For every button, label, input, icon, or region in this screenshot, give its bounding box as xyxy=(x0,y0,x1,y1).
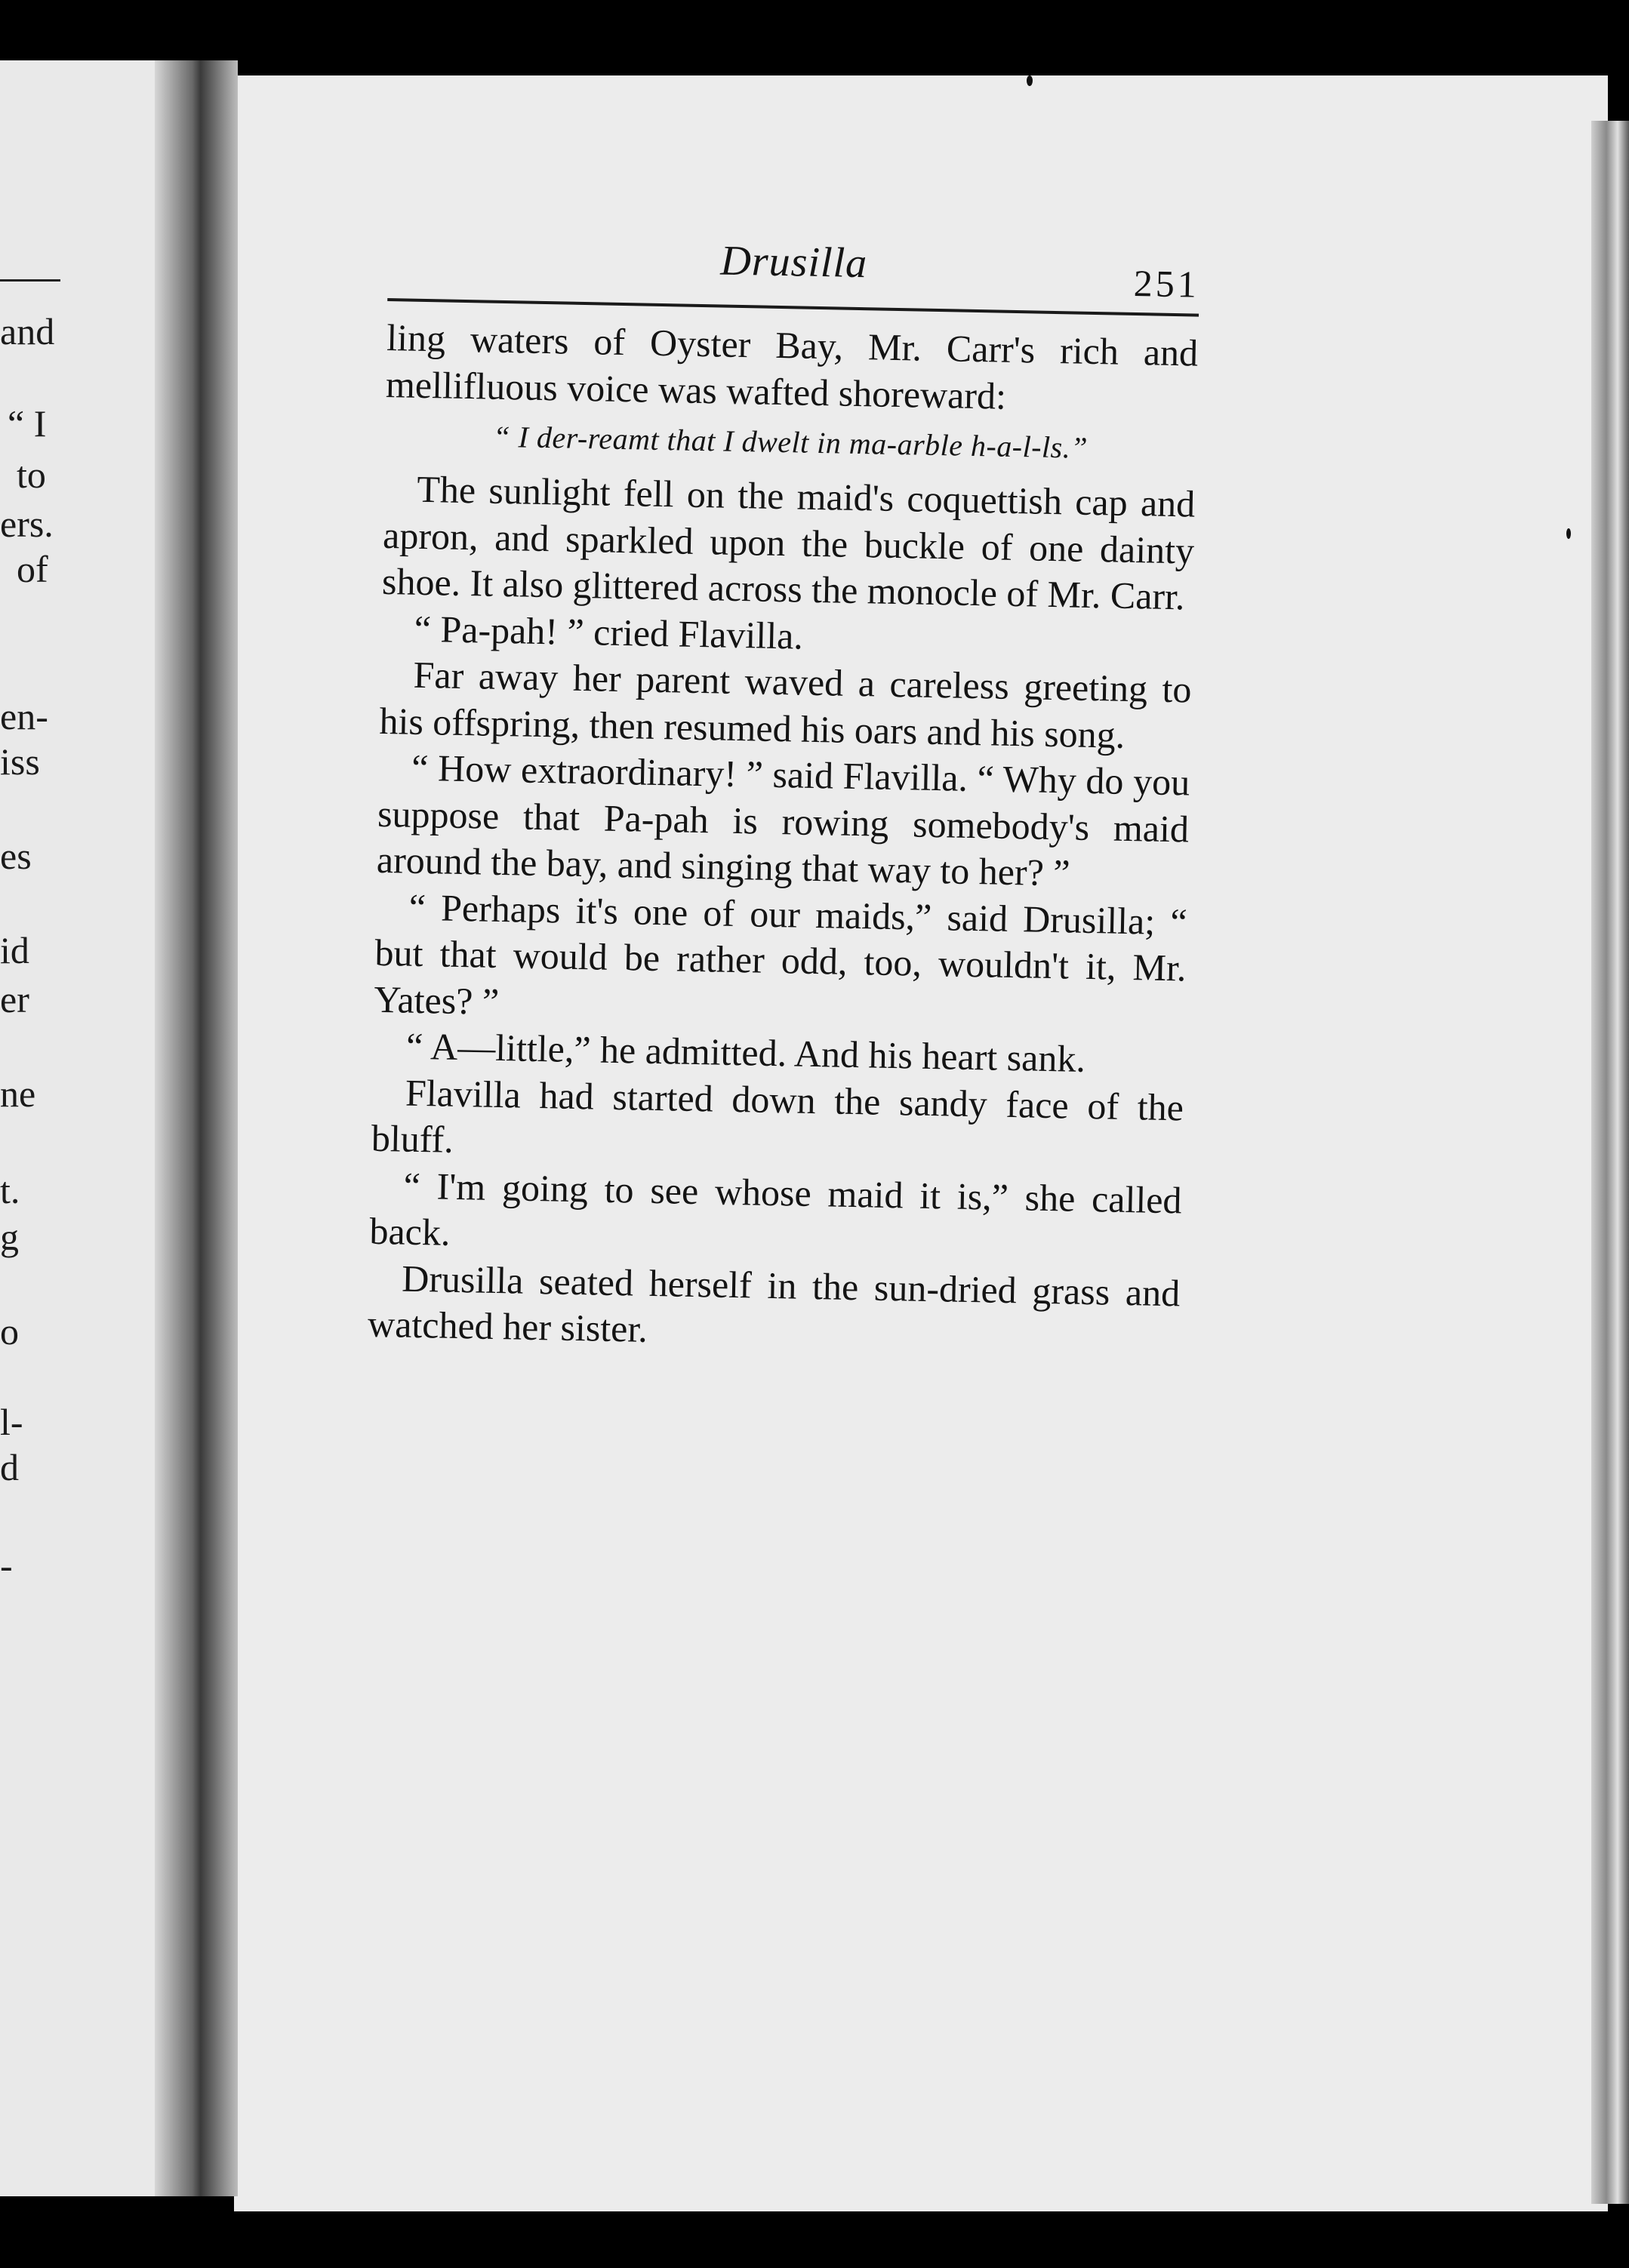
facing-page-fragment: - xyxy=(0,1544,13,1586)
paragraph: “ Pa-pah! ” cried Flavilla. xyxy=(414,607,804,657)
facing-page-fragment: ne xyxy=(0,1072,36,1115)
paragraph: “ A—little,” he admitted. And his heart sank. xyxy=(405,1024,1086,1080)
facing-page-fragment: l- xyxy=(0,1401,23,1443)
paragraph: Drusilla seated herself in the sun-dried grass and watched her sister. xyxy=(367,1257,1181,1350)
paragraph: “ How extraordinary! ” said Flavilla. “ Why do you suppose that Pa-pah is rowing somebody's maid around the bay, and singing that way to her? ” xyxy=(376,746,1190,894)
facing-page-fragment: en- xyxy=(0,695,48,737)
facing-page-fragment: t. xyxy=(0,1169,20,1211)
page-number: 251 xyxy=(1133,261,1200,306)
facing-page-fragment: d xyxy=(0,1446,19,1488)
page-text-block xyxy=(368,230,1200,1363)
facing-page-fragment: o xyxy=(0,1310,19,1352)
facing-page-fragment: and xyxy=(0,310,55,352)
facing-page-fragment: er xyxy=(0,978,29,1020)
scan-speck xyxy=(1566,528,1571,539)
book-gutter xyxy=(155,60,238,2196)
facing-page-fragment: g xyxy=(0,1216,19,1258)
running-head: Drusilla xyxy=(719,237,868,288)
facing-page-fragment: “ I xyxy=(8,402,47,445)
facing-page-fragment: es xyxy=(0,835,32,877)
facing-page-fragment: of xyxy=(17,548,48,590)
facing-page-fragment: to xyxy=(17,454,46,496)
paragraph: Far away her parent waved a careless greeting to his offspring, then resumed his oars and his song. xyxy=(378,653,1193,756)
paragraph: The sunlight fell on the maid's coquettish cap and apron, and sparkled upon the buckle of one dainty shoe. It also glittered across the monocle of Mr. Carr. xyxy=(381,467,1196,618)
facing-page-fragment: ers. xyxy=(0,503,54,545)
paragraph: Flavilla had started down the sandy face of the bluff. xyxy=(371,1071,1184,1161)
song-lyric: “ I der-reamt that I dwelt in ma-arble h-a-l-ls.” xyxy=(492,419,1089,465)
paragraph: “ I'm going to see whose maid it is,” she called back. xyxy=(369,1164,1183,1254)
facing-page-rule xyxy=(0,279,60,282)
facing-page-fragment: iss xyxy=(0,740,40,783)
facing-page-fragment: id xyxy=(0,929,29,971)
paragraph: “ Perhaps it's one of our maids,” said Drusilla; “ but that would be rather odd, too, wouldn't it, Mr. Yates? ” xyxy=(373,885,1188,1023)
paragraph: ling waters of Oyster Bay, Mr. Carr's rich and mellifluous voice was wafted shoreward: xyxy=(385,315,1199,417)
page-edge xyxy=(1591,121,1629,2204)
scan-speck xyxy=(1027,75,1033,86)
